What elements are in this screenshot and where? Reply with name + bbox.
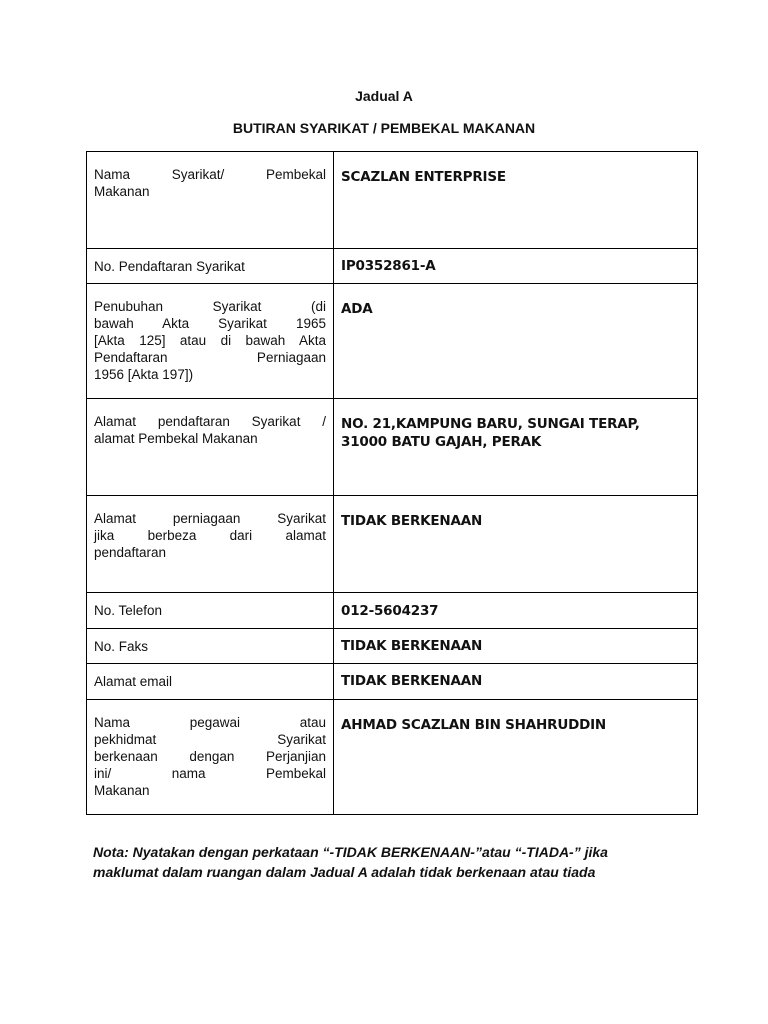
schedule-title: Jadual A xyxy=(355,88,413,104)
value-line: SCAZLAN ENTERPRISE xyxy=(341,169,506,185)
label-registration-number xyxy=(87,249,334,284)
label-line: pekhidmat Syarikat xyxy=(94,732,326,747)
label-line: Makanan xyxy=(94,783,150,798)
label-officer-name xyxy=(87,700,334,815)
value-business-address xyxy=(334,496,698,593)
label-line: Alamat perniagaan Syarikat xyxy=(94,511,326,526)
table-row-fax xyxy=(87,629,698,664)
label-line: alamat Pembekal Makanan xyxy=(94,431,258,446)
value-line: 012-5604237 xyxy=(341,603,439,619)
value-fax xyxy=(334,629,698,664)
value-line: AHMAD SCAZLAN BIN SHAHRUDDIN xyxy=(341,717,607,733)
value-line: TIDAK BERKENAAN xyxy=(341,513,483,529)
table-row-officer-name xyxy=(87,700,698,815)
value-company-name xyxy=(334,152,698,249)
label-email xyxy=(87,664,334,700)
label-line: 1956 [Akta 197]) xyxy=(94,367,194,382)
footnote xyxy=(93,842,693,882)
table-row-company-name xyxy=(87,152,698,249)
value-line: TIDAK BERKENAAN xyxy=(341,638,483,654)
label-line: No. Pendaftaran Syarikat xyxy=(94,259,245,274)
label-line: Makanan xyxy=(94,184,150,199)
value-registered-address xyxy=(334,399,698,496)
label-line: Nama Syarikat/ Pembekal xyxy=(94,167,326,182)
label-line: Alamat pendaftaran Syarikat / xyxy=(94,414,326,429)
table-row-business-address xyxy=(87,496,698,593)
table-row-registered-address xyxy=(87,399,698,496)
value-email xyxy=(334,664,698,700)
schedule-subtitle: BUTIRAN SYARIKAT / PEMBEKAL MAKANAN xyxy=(232,120,536,136)
label-line: Penubuhan Syarikat (di xyxy=(94,299,326,314)
label-line: berkenaan dengan Perjanjian xyxy=(94,749,326,764)
value-line: IP0352861-A xyxy=(341,258,436,274)
label-line: pendaftaran xyxy=(94,545,167,560)
table-row-email xyxy=(87,664,698,700)
value-line: TIDAK BERKENAAN xyxy=(341,673,483,689)
label-line: Alamat email xyxy=(94,674,173,689)
value-line: NO. 21,KAMPUNG BARU, SUNGAI TERAP, xyxy=(341,416,640,432)
table-row-registration-number xyxy=(87,249,698,284)
label-registered-address xyxy=(87,399,334,496)
label-fax xyxy=(87,629,334,664)
label-line: jika berbeza dari alamat xyxy=(94,528,326,543)
value-line: 31000 BATU GAJAH, PERAK xyxy=(341,434,542,450)
company-details-table xyxy=(86,151,698,815)
value-incorporation xyxy=(334,284,698,399)
label-incorporation xyxy=(87,284,334,399)
footnote-line: maklumat dalam ruangan dalam Jadual A adalah tidak berkenaan atau tiada xyxy=(93,864,596,880)
value-telephone xyxy=(334,593,698,629)
table-row-incorporation xyxy=(87,284,698,399)
label-line: bawah Akta Syarikat 1965 xyxy=(94,316,326,331)
label-business-address xyxy=(87,496,334,593)
value-officer-name xyxy=(334,700,698,815)
label-company-name xyxy=(87,152,334,249)
value-line: ADA xyxy=(341,301,373,317)
label-line: No. Telefon xyxy=(94,603,163,618)
label-line: Nama pegawai atau xyxy=(94,715,326,730)
footnote-line: Nota: Nyatakan dengan perkataan “-TIDAK BERKENAAN-”atau “-TIADA-” jika xyxy=(93,844,608,860)
table-row-telephone xyxy=(87,593,698,629)
label-line: ini/ nama Pembekal xyxy=(94,766,326,781)
label-line: No. Faks xyxy=(94,639,149,654)
label-line: [Akta 125] atau di bawah Akta xyxy=(94,333,326,348)
label-telephone xyxy=(87,593,334,629)
value-registration-number xyxy=(334,249,698,284)
label-line: Pendaftaran Perniagaan xyxy=(94,350,326,365)
